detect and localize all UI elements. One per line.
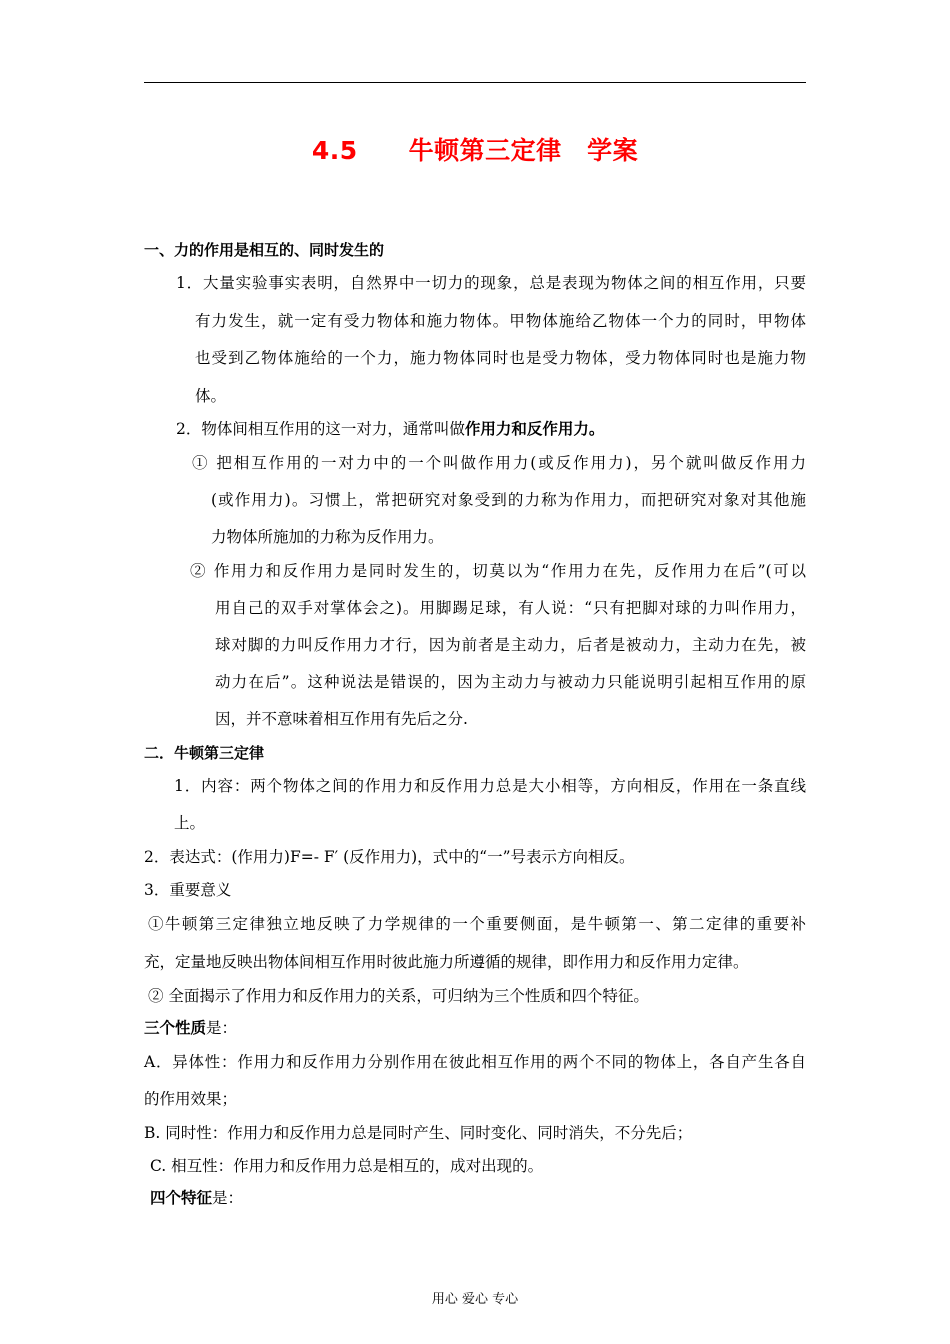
s1-p1-line1: 1．大量实验事实表明，自然界中一切力的现象，总是表现为物体之间的相互作用，只要	[176, 274, 806, 292]
s1-p1-line2: 有力发生，就一定有受力物体和施力物体。甲物体施给乙物体一个力的同时，甲物体	[195, 312, 806, 330]
s2-m2: ② 全面揭示了作用力和反作用力的关系，可归纳为三个性质和四个特征。	[148, 987, 649, 1005]
four-features-heading	[150, 1188, 243, 1208]
s1-p1-line4: 体。	[195, 387, 227, 405]
s2-m1-line1: ①牛顿第三定律独立地反映了力学规律的一个重要侧面，是牛顿第一、第二定律的重要补	[148, 915, 806, 933]
s1-c2-line1: ② 作用力和反作用力是同时发生的，切莫以为“作用力在先，反作用力在后”(可以	[190, 562, 806, 580]
s2-p1-line1: 1．内容：两个物体之间的作用力和反作用力总是大小相等，方向相反，作用在一条直线	[174, 777, 806, 795]
s1-p2-text: 2．物体间相互作用的这一对力，通常叫做	[176, 420, 465, 438]
three-properties-bold: 三个性质	[144, 1019, 207, 1037]
property-c: C. 相互性：作用力和反作用力总是相互的，成对出现的。	[150, 1157, 544, 1175]
s1-c2-line2: 用自己的双手对掌体会之)。用脚踢足球，有人说：“只有把脚对球的力叫作用力，	[215, 599, 806, 617]
section2-heading: 二．牛顿第三定律	[144, 744, 265, 762]
s1-c1-line1: ① 把相互作用的一对力中的一个叫做作用力(或反作用力)，另个就叫做反作用力	[192, 454, 806, 472]
s1-c2-line3: 球对脚的力叫反作用力才行，因为前者是主动力，后者是被动力，主动力在先，被	[215, 636, 806, 654]
four-features-bold: 四个特征	[150, 1189, 213, 1207]
property-a-line1: A．异体性：作用力和反作用力分别作用在彼此相互作用的两个不同的物体上，各自产生各自	[144, 1053, 806, 1071]
header-rule	[144, 82, 806, 83]
s2-p1-line2: 上。	[174, 814, 206, 832]
section1-heading: 一、力的作用是相互的、同时发生的	[144, 241, 385, 259]
s1-p1-line3: 也受到乙物体施给的一个力，施力物体同时也是受力物体，受力物体同时也是施力物	[195, 349, 806, 367]
s1-c1-line3: 力物体所施加的力称为反作用力。	[211, 528, 444, 546]
property-a-line2: 的作用效果；	[144, 1090, 238, 1108]
s1-c2-line4: 动力在后”。这种说法是错误的，因为主动力与被动力只能说明引起相互作用的原	[215, 673, 806, 691]
s1-c1-line2: (或作用力)。习惯上，常把研究对象受到的力称为作用力，而把研究对象对其他施	[211, 491, 806, 509]
three-properties-suffix: 是：	[206, 1019, 238, 1037]
property-b: B. 同时性：作用力和反作用力总是同时产生、同时变化、同时消失，不分先后；	[144, 1124, 693, 1142]
s2-m1-line2: 充，定量地反映出物体间相互作用时彼此施力所遵循的规律，即作用力和反作用力定律。	[144, 953, 749, 971]
s1-p2-bold: 作用力和反作用力。	[464, 420, 605, 438]
page-footer: 用心 爱心 专心	[431, 1292, 519, 1307]
four-features-suffix: 是：	[212, 1189, 244, 1207]
s1-c2-line5: 因，并不意味着相互作用有先后之分.	[215, 710, 468, 728]
page-title: 4.5 牛顿第三定律 学案	[311, 136, 639, 165]
s2-p3: 3．重要意义	[144, 881, 232, 899]
s1-p2	[176, 419, 604, 439]
three-properties-heading	[144, 1018, 237, 1038]
s2-p2: 2．表达式：(作用力)F=- F′ (反作用力)，式中的“一”号表示方向相反。	[144, 848, 635, 866]
